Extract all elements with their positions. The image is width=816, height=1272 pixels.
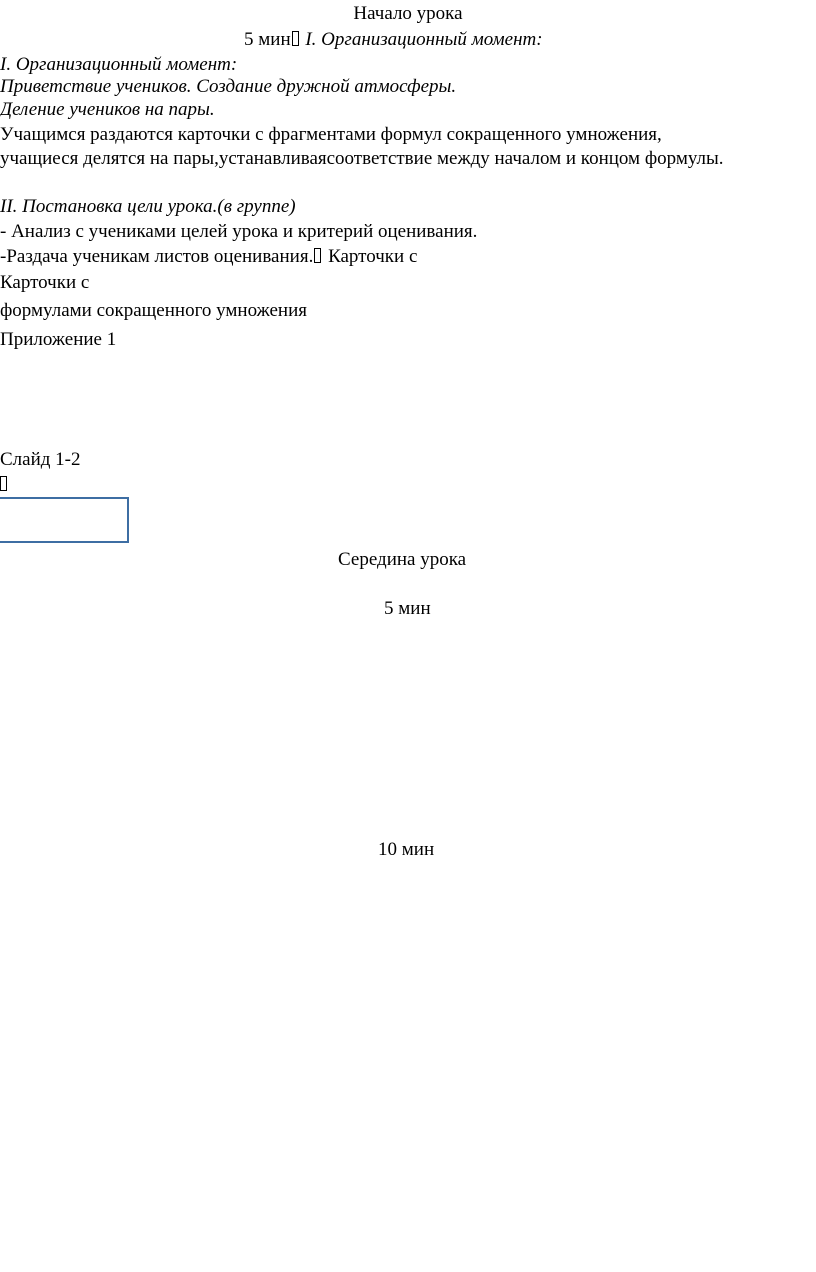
lesson-start-title: Начало урока: [353, 3, 463, 24]
stage2-heading: II. Постановка цели урока.(в группе): [0, 196, 296, 217]
cards-text-line1: Учащимся раздаются карточки с фрагментами формул сокращенного умножения,: [0, 124, 662, 145]
formulas-label: формулами сокращенного умножения: [0, 300, 307, 321]
slide-label: Слайд 1-2: [0, 449, 81, 470]
section-heading: I. Организационный момент:: [305, 29, 543, 50]
missing-glyph-row: [0, 474, 9, 496]
analysis-text: - Анализ с учениками целей урока и критерий оценивания.: [0, 221, 478, 242]
time-label: 5 мин: [244, 29, 291, 50]
pairs-text: Деление учеников на пары.: [0, 99, 215, 120]
time-label-10: 10 мин: [378, 839, 435, 860]
missing-glyph-icon: [0, 476, 7, 491]
handout-text: -Раздача ученикам листов оценивания.: [0, 246, 314, 267]
time-heading-row: [244, 29, 543, 51]
missing-glyph-icon: [314, 248, 321, 263]
appendix-label: Приложение 1: [0, 329, 117, 350]
time-label-5: 5 мин: [384, 598, 431, 619]
lesson-middle-title: Середина урока: [338, 549, 467, 570]
empty-text-box: [0, 497, 129, 543]
greeting-text: Приветствие учеников. Создание дружной атмосферы.: [0, 76, 457, 97]
missing-glyph-icon: [292, 31, 299, 46]
cards-label: Карточки с: [0, 272, 90, 293]
cards-text-line2: учащиеся делятся на пары,устанавливаясоответствие между началом и концом формулы.: [0, 148, 724, 169]
stage1-heading: I. Организационный момент:: [0, 54, 238, 75]
handout-tail-text: Карточки с: [323, 246, 418, 267]
handout-row: [0, 246, 417, 268]
